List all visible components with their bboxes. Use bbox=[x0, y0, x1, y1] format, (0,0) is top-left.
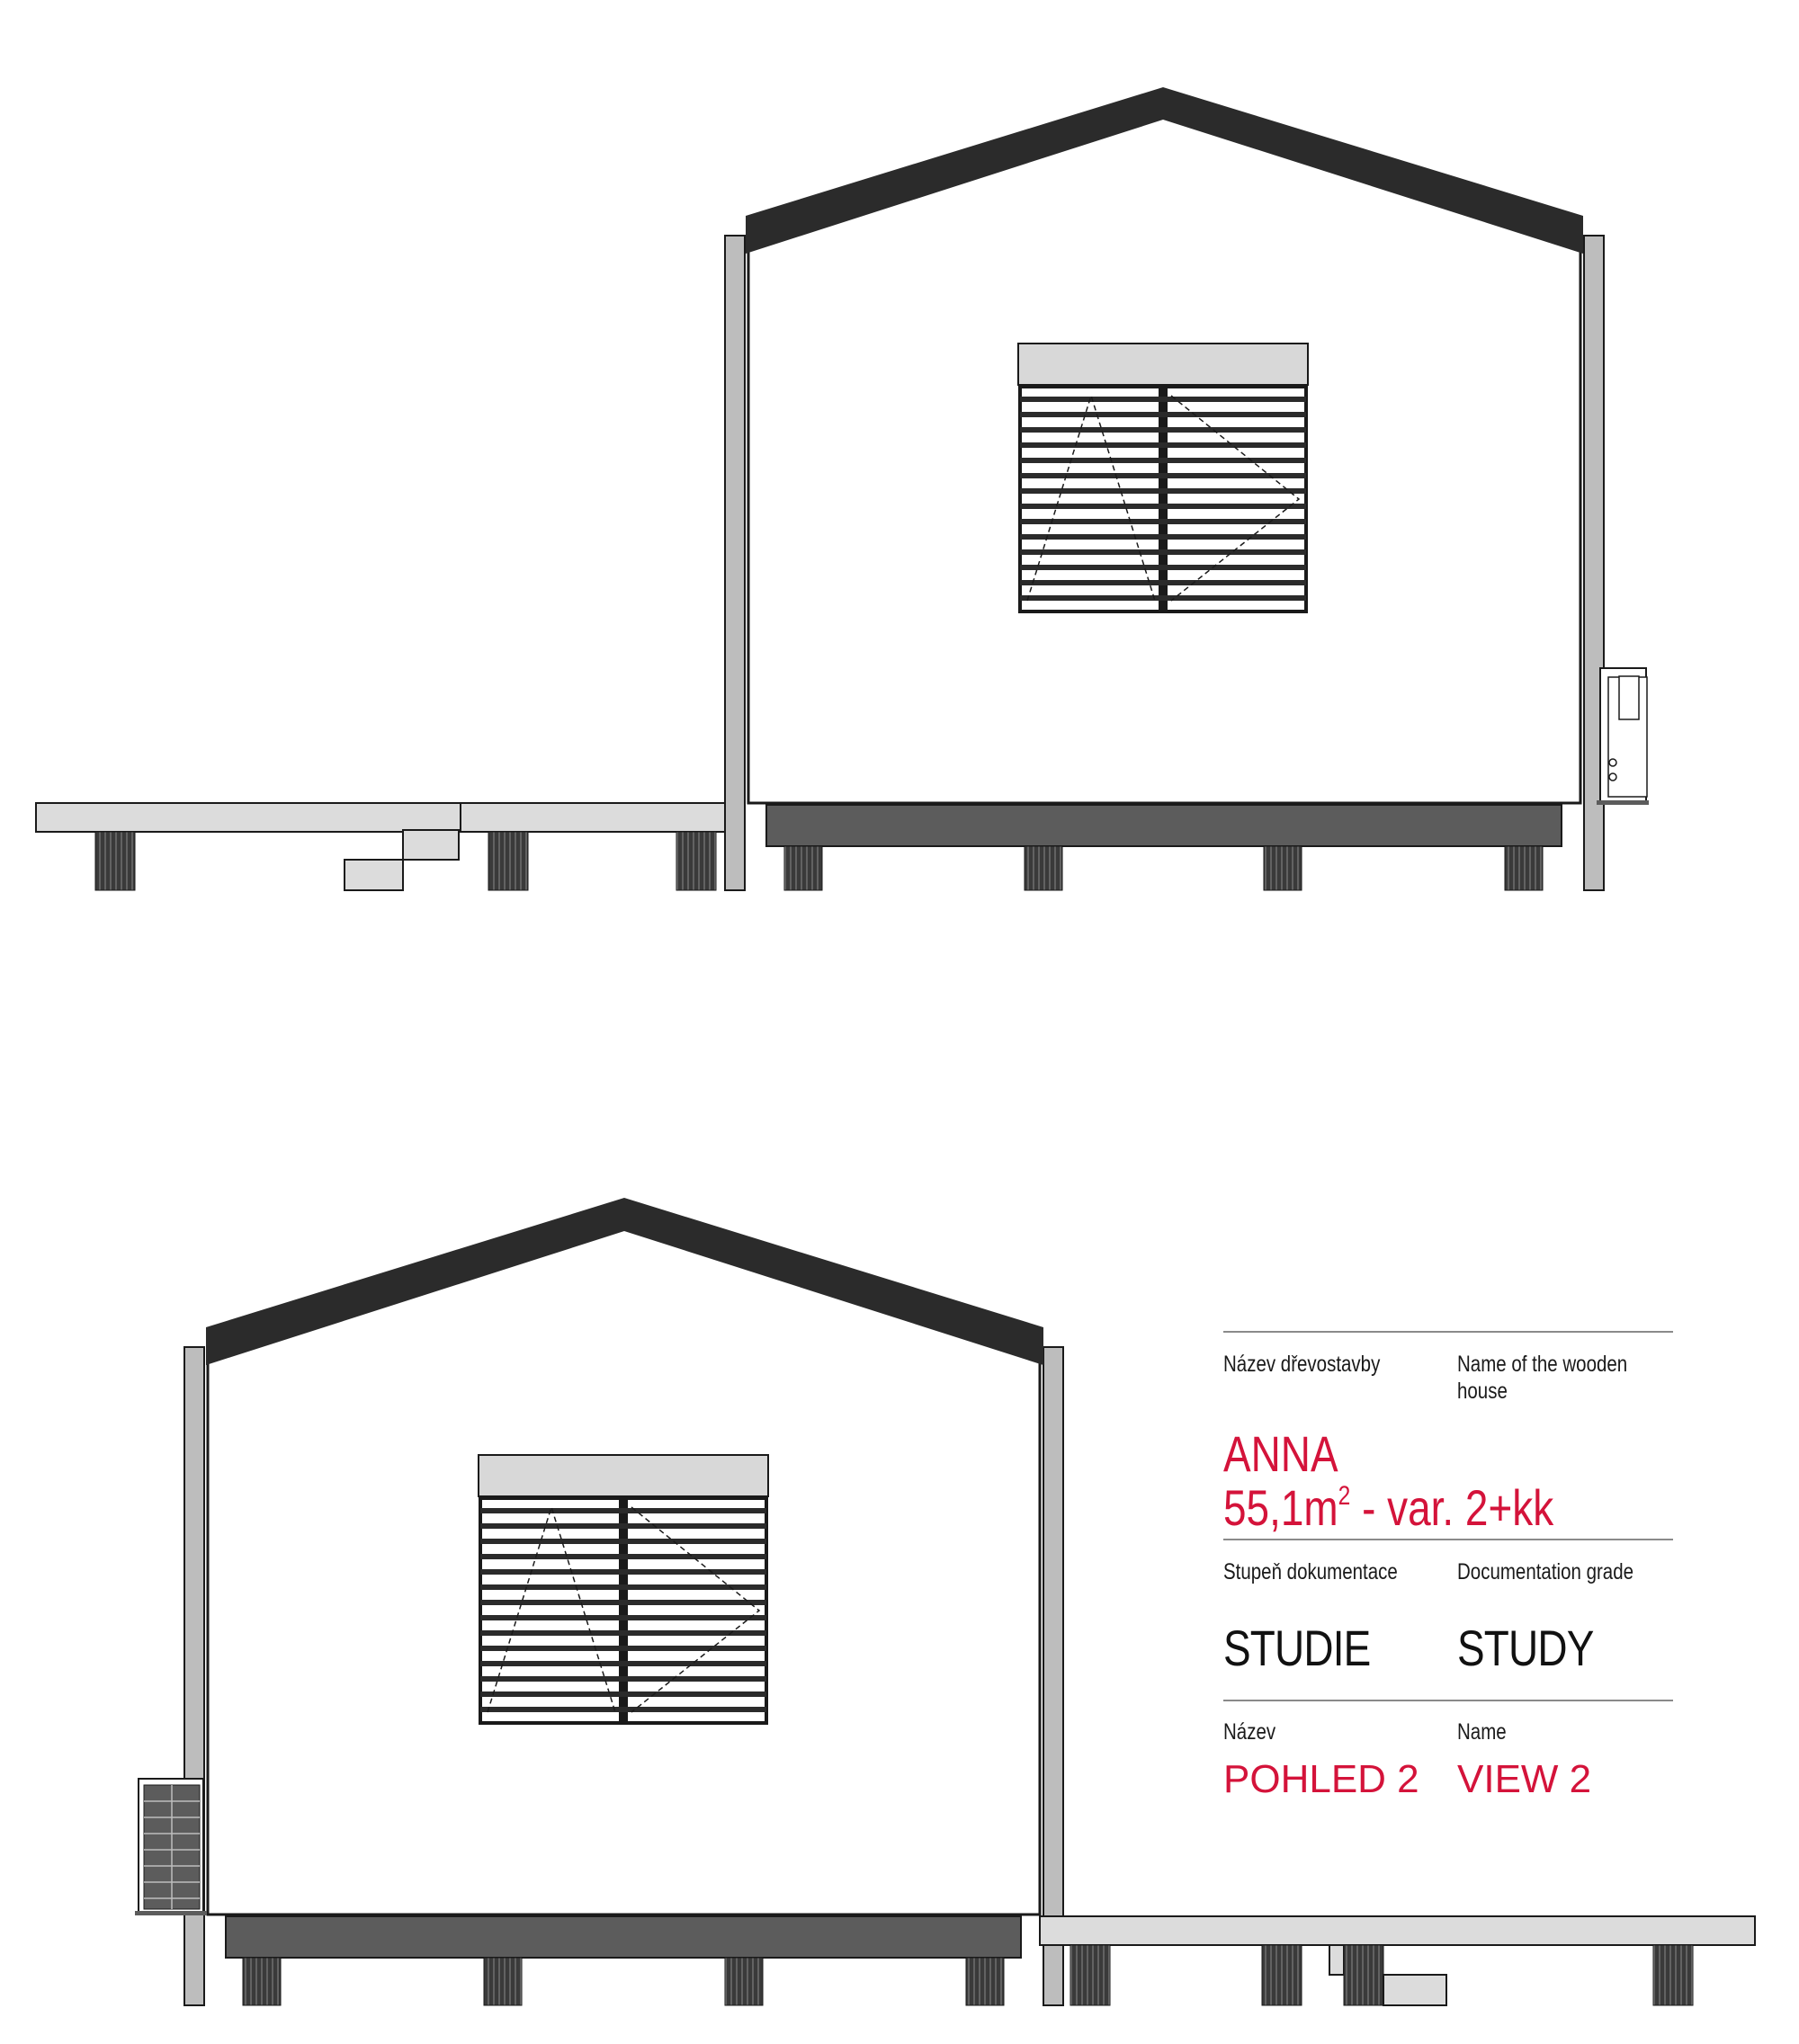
roof-2 bbox=[206, 1198, 1043, 1365]
terrace-deck-2 bbox=[1040, 1916, 1755, 2005]
house-area bbox=[1223, 1478, 1553, 1537]
elevation-top bbox=[0, 0, 1799, 989]
title-block-rule-2 bbox=[1223, 1539, 1673, 1540]
house-name: ANNA bbox=[1223, 1425, 1338, 1482]
wall-post-left bbox=[725, 236, 745, 890]
outdoor-ac-unit-icon bbox=[1597, 668, 1649, 805]
name-label-cz: Název bbox=[1223, 1719, 1276, 1745]
outdoor-ac-unit-icon-2 bbox=[135, 1779, 207, 1915]
window-blind-icon bbox=[1018, 344, 1308, 611]
wall-post-right-2 bbox=[1043, 1347, 1063, 2005]
name-label-en: Name bbox=[1457, 1719, 1507, 1745]
area-unit: m bbox=[1303, 1479, 1338, 1536]
grade-label-en: Documentation grade bbox=[1457, 1559, 1634, 1584]
grade-en: STUDY bbox=[1457, 1620, 1594, 1676]
title-block-rule-3 bbox=[1223, 1700, 1673, 1701]
house-name-label-cz: Název dřevostavby bbox=[1223, 1352, 1381, 1377]
area-value: 55,1 bbox=[1223, 1479, 1304, 1536]
house-name-label-en: Name of the wooden house bbox=[1457, 1352, 1628, 1404]
area-sup: 2 bbox=[1338, 1481, 1351, 1511]
wall-post-left-2 bbox=[184, 1347, 204, 2005]
foundation-beam-2 bbox=[226, 1916, 1021, 1958]
title-block-rule-1 bbox=[1223, 1331, 1673, 1333]
terrace-deck bbox=[36, 803, 729, 890]
foundation-beam bbox=[766, 805, 1562, 846]
name-en: VIEW 2 bbox=[1457, 1757, 1592, 1801]
variant: - var. 2+kk bbox=[1350, 1479, 1554, 1536]
grade-cz: STUDIE bbox=[1223, 1620, 1371, 1676]
house-wall-2 bbox=[208, 1221, 1040, 1915]
window-blind-icon-2 bbox=[479, 1455, 768, 1723]
grade-label-cz: Stupeň dokumentace bbox=[1223, 1559, 1398, 1584]
name-cz: POHLED 2 bbox=[1223, 1757, 1419, 1801]
